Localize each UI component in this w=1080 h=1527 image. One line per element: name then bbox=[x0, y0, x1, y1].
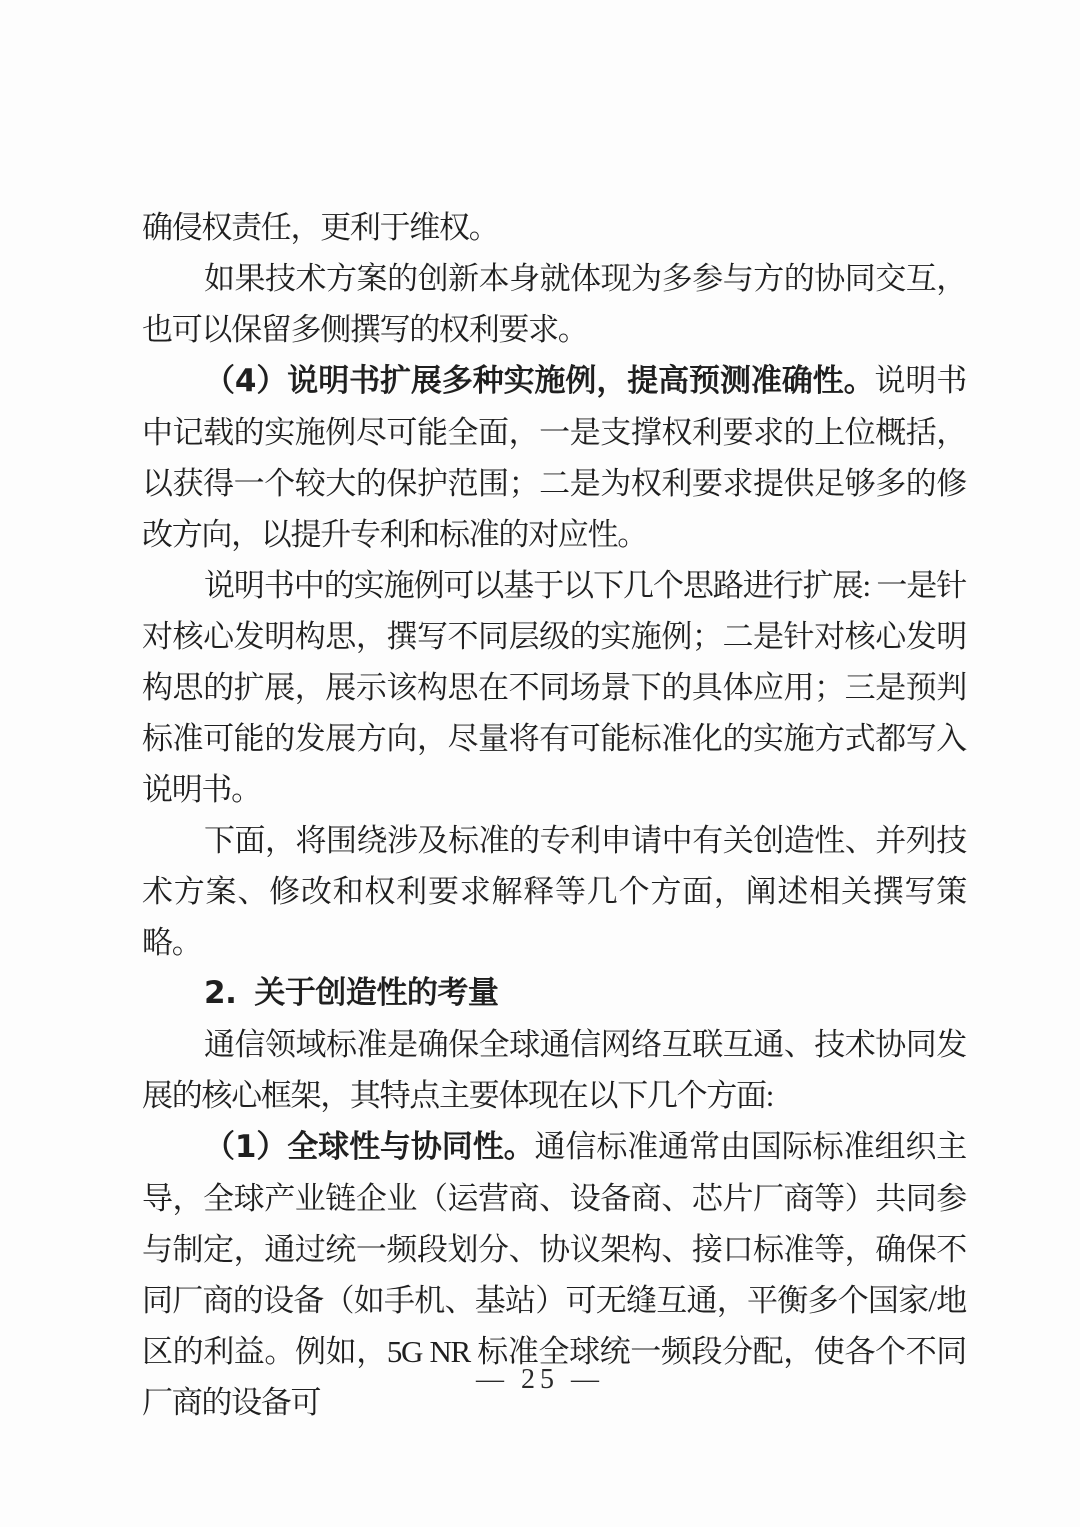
text-run: 通信标准通常由国际标准组织主导，全球产业链企业（运营商、设备商、芯片厂商等）共同参与制定，通过统一频段划分、协议架构、接口标准等，确保不同厂商的设备（如手机、基站）可无缝互通，平衡多个国家/地区的利益。例如，5G NR 标准全球统一频段分配，使各个不同厂商的设备可 bbox=[142, 1129, 966, 1420]
text-run: 通信领域标准是确保全球通信网络互联互通、技术协同发展的核心框架，其特点主要体现在以下几个方面: bbox=[142, 1027, 966, 1113]
document-body bbox=[142, 202, 966, 1428]
paragraph bbox=[142, 815, 966, 968]
paragraph bbox=[142, 253, 966, 355]
bold-lead-in: （1）全球性与协同性。 bbox=[204, 1129, 535, 1165]
text-run: 如果技术方案的创新本身就体现为多参与方的协同交互，也可以保留多侧撰写的权利要求。 bbox=[142, 261, 966, 347]
text-run: 说明书中的实施例可以基于以下几个思路进行扩展: 一是针对核心发明构思，撰写不同层级的实施例；二是针对核心发明构思的扩展，展示该构思在不同场景下的具体应用；三是预判标准可能的发展方向，尽量将有可能标准化的实施方式都写入说明书。 bbox=[142, 568, 966, 807]
text-run: 下面，将围绕涉及标准的专利申请中有关创造性、并列技术方案、修改和权利要求解释等几个方面，阐述相关撰写策略。 bbox=[142, 823, 966, 960]
section-heading bbox=[142, 968, 966, 1019]
section-title: 关于创造性的考量 bbox=[254, 975, 499, 1011]
paragraph bbox=[142, 560, 966, 815]
text-run: 确侵权责任，更利于维权。 bbox=[142, 210, 499, 245]
paragraph-item-4 bbox=[142, 355, 966, 560]
section-number: 2. bbox=[204, 975, 237, 1011]
paragraph-continuation bbox=[142, 202, 966, 253]
page-number: — 25 — bbox=[476, 1364, 604, 1395]
bold-lead-in: （4）说明书扩展多种实施例，提高预测准确性。 bbox=[204, 363, 875, 399]
paragraph bbox=[142, 1019, 966, 1121]
text-run: 说明书中记载的实施例尽可能全面，一是支撑权利要求的上位概括，以获得一个较大的保护范围；二是为权利要求提供足够多的修改方向，以提升专利和标准的对应性。 bbox=[142, 363, 966, 552]
